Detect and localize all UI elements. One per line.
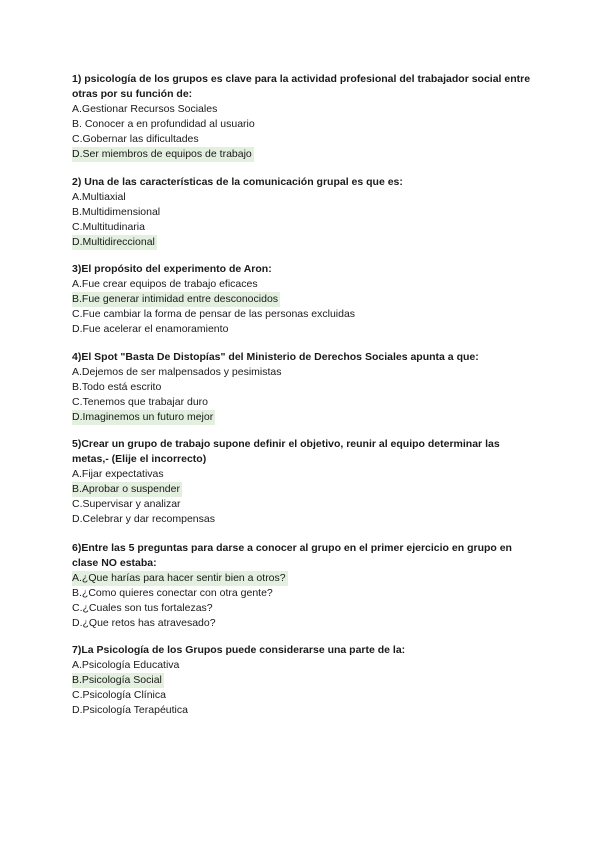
option-b: B.Todo está escrito — [72, 381, 162, 393]
question-title: 4)El Spot "Basta De Distopías" del Ministerio de Derechos Sociales apunta a que: — [72, 351, 479, 363]
question-3 — [72, 262, 532, 337]
question-1 — [72, 72, 532, 162]
option-d: D.Fue acelerar el enamoramiento — [72, 323, 229, 335]
option-b: B.¿Como quieres conectar con otra gente? — [72, 587, 273, 599]
option-c: C.Supervisar y analizar — [72, 498, 181, 510]
question-2 — [72, 175, 532, 250]
question-title: 5)Crear un grupo de trabajo supone definir el objetivo, reunir al equipo determinar las metas,- (Elije el incorrecto) — [72, 438, 500, 465]
option-a: A.Multiaxial — [72, 191, 126, 203]
question-7 — [72, 643, 532, 718]
option-d: D.Celebrar y dar recompensas — [72, 513, 215, 525]
option-c: C.Tenemos que trabajar duro — [72, 396, 208, 408]
option-c: C.Multitudinaria — [72, 221, 145, 233]
option-a: A.Psicología Educativa — [72, 659, 180, 671]
option-c: C.Gobernar las dificultades — [72, 133, 199, 145]
option-c: C.Fue cambiar la forma de pensar de las personas excluidas — [72, 308, 356, 320]
option-a: A.Dejemos de ser malpensados y pesimistas — [72, 366, 282, 378]
option-d: D.¿Que retos has atravesado? — [72, 617, 216, 629]
option-b-correct: B.Psicología Social — [72, 674, 162, 686]
question-title: 7)La Psicología de los Grupos puede considerarse una parte de la: — [72, 644, 406, 656]
question-title: 1) psicología de los grupos es clave para la actividad profesional del trabajador social entre otras por su función de: — [72, 73, 531, 100]
option-b: B. Conocer a en profundidad al usuario — [72, 118, 255, 130]
option-d-correct: D.Imaginemos un futuro mejor — [72, 411, 214, 423]
option-a: A.Fue crear equipos de trabajo eficaces — [72, 278, 258, 290]
option-d-correct: D.Multidireccional — [72, 236, 155, 248]
option-a: A.Fijar expectativas — [72, 468, 164, 480]
option-a: A.Gestionar Recursos Sociales — [72, 103, 218, 115]
question-title: 2) Una de las características de la comunicación grupal es que es: — [72, 176, 403, 188]
option-c: C.Psicología Clínica — [72, 689, 166, 701]
option-b-correct: B.Aprobar o suspender — [72, 483, 180, 495]
question-5 — [72, 437, 532, 527]
option-b-correct: B.Fue generar intimidad entre desconocidos — [72, 293, 279, 305]
question-6 — [72, 541, 532, 631]
option-a-correct: A.¿Que harías para hacer sentir bien a otros? — [72, 572, 286, 584]
question-title: 6)Entre las 5 preguntas para darse a conocer al grupo en el primer ejercicio en grupo en clase NO estaba: — [72, 542, 512, 569]
option-b: B.Multidimensional — [72, 206, 161, 218]
question-title: 3)El propósito del experimento de Aron: — [72, 263, 272, 275]
option-d-correct: D.Ser miembros de equipos de trabajo — [72, 148, 252, 160]
option-d: D.Psicología Terapéutica — [72, 704, 188, 716]
option-c: C.¿Cuales son tus fortalezas? — [72, 602, 213, 614]
question-4 — [72, 350, 532, 425]
